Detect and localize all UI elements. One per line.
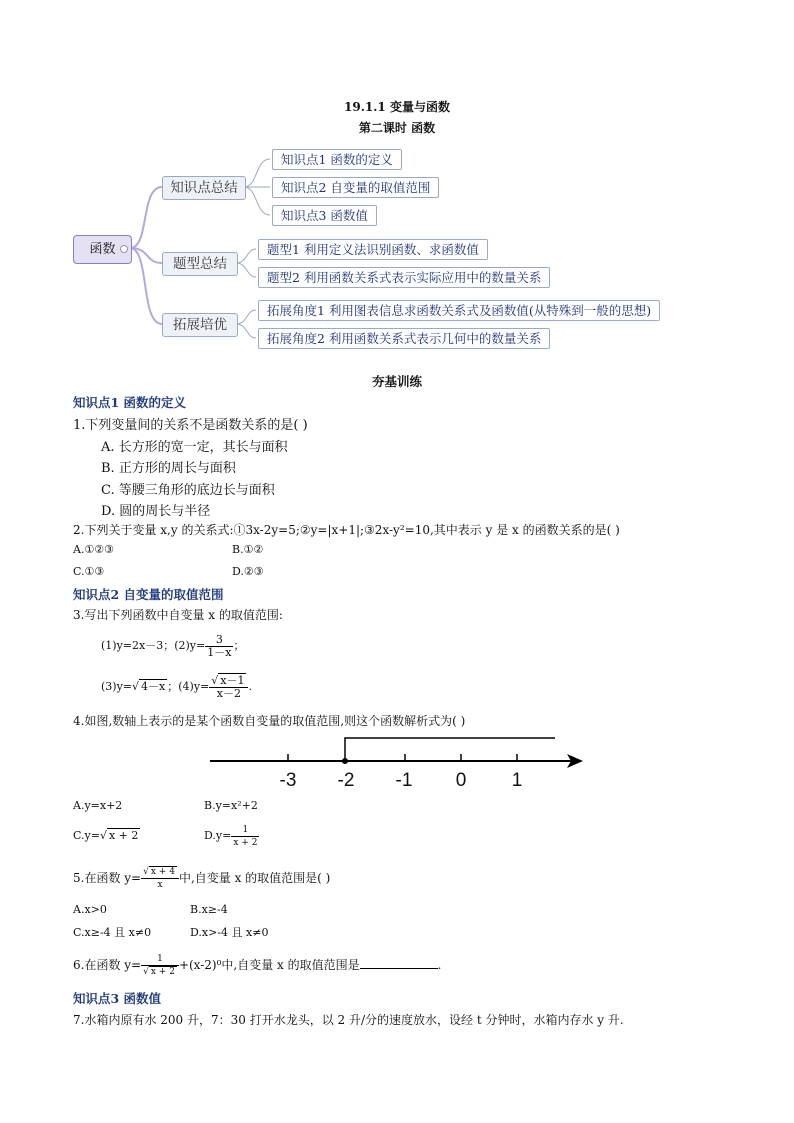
knowledge-heading-3: 知识点3 函数值 <box>73 991 162 1006</box>
q4-c-sqrt: x + 2 <box>108 829 139 842</box>
q5-post: 中,自变量 x 的取值范围是( ) <box>178 871 331 885</box>
mindmap-root: 函数 <box>73 235 132 264</box>
q4-option-d <box>204 822 259 850</box>
q3-line1-end: ； <box>233 639 245 652</box>
q6-pre: 6.在函数 y= <box>73 958 142 972</box>
q4-d-fraction <box>231 824 259 849</box>
q6-post: +(x-2)⁰中,自变量 x 的取值范围是 <box>178 958 360 972</box>
mindmap-leaf: 知识点2 自变量的取值范围 <box>272 177 439 198</box>
tick-label: 1 <box>511 770 523 791</box>
q5-num-sqrt: x + 4 <box>150 867 175 877</box>
mindmap-leaf: 知识点1 函数的定义 <box>272 149 402 170</box>
mindmap-leaf: 拓展角度2 利用函数关系式表示几何中的数量关系 <box>258 328 550 349</box>
mindmap-leaf: 拓展角度1 利用图表信息求函数关系式及函数值(从特殊到一般的思想) <box>258 300 660 321</box>
q2-option-a: A.①②③ <box>73 543 115 556</box>
q3-line2-end: . <box>248 680 252 693</box>
tick-label: -3 <box>279 770 297 791</box>
q5-num: √ x + 4 <box>141 866 179 879</box>
q5-option-d: D.x>-4 且 x≠0 <box>190 926 269 939</box>
q4-option-b: B.y=x²+2 <box>204 799 258 812</box>
collapse-dot-icon <box>120 245 128 253</box>
q4-option-a: A.y=x+2 <box>73 799 123 812</box>
q2-option-c: C.①③ <box>73 565 105 578</box>
q1-option-c: C. 等腰三角形的底边长与面积 <box>101 483 275 498</box>
knowledge-heading-1: 知识点1 函数的定义 <box>73 395 187 410</box>
mindmap-category-extension: 拓展培优 <box>162 313 238 337</box>
q1-option-d: D. 圆的周长与半径 <box>101 504 211 519</box>
q3-frac2-sqrt: x－1 <box>220 673 245 687</box>
q4-option-c <box>73 826 140 846</box>
q3-line-2 <box>101 670 252 704</box>
q6-den-sqrt: x + 2 <box>150 967 175 977</box>
q3-sqrt: 4－x <box>141 680 166 693</box>
q4-d-den: x + 2 <box>233 837 258 848</box>
q5-option-c: C.x≥-4 且 x≠0 <box>73 926 152 939</box>
q3-fraction-1 <box>205 634 233 659</box>
question-5 <box>73 864 330 892</box>
q5-fraction <box>141 866 179 891</box>
question-6 <box>73 951 441 979</box>
mindmap-category-knowledge: 知识点总结 <box>162 176 246 200</box>
knowledge-heading-2: 知识点2 自变量的取值范围 <box>73 587 224 602</box>
mindmap-leaf: 知识点3 函数值 <box>272 205 377 226</box>
question-4: 4.如图,数轴上表示的是某个函数自变量的取值范围,则这个函数解析式为( ) <box>73 714 466 728</box>
section-title: 夯基训练 <box>371 374 422 389</box>
q5-pre: 5.在函数 y= <box>73 871 142 885</box>
tick-label: -2 <box>337 770 355 791</box>
q3-frac1-den: 1－x <box>207 645 232 659</box>
q6-num: 1 <box>141 953 179 966</box>
sqrt-icon: √ <box>132 680 140 693</box>
q5-den: x <box>157 880 163 890</box>
q5-option-a: A.x>0 <box>73 903 107 916</box>
q3-line1-text: (1)y=2x－3；(2)y= <box>101 639 206 652</box>
tick-label: 0 <box>455 770 467 791</box>
number-line-figure <box>205 730 590 792</box>
q1-option-b: B. 正方形的周长与面积 <box>101 461 236 476</box>
question-2: 2.下列关于变量 x,y 的关系式:①3x-2y=5;②y=|x+1|;③2x-y²=10,其中表示 y 是 x 的函数关系的是( ) <box>73 523 620 537</box>
tick-label: -1 <box>395 770 413 791</box>
sqrt-icon: √ <box>99 829 107 842</box>
q6-fraction <box>141 953 179 978</box>
question-1: 1.下列变量间的关系不是函数关系的是( ) <box>73 418 308 433</box>
q3-frac2-num: √ x－1 <box>209 675 248 688</box>
q3-frac1-num: 3 <box>205 634 233 647</box>
q5-option-b: B.x≥-4 <box>190 903 228 916</box>
q4-d-num: 1 <box>231 824 259 837</box>
answer-blank[interactable] <box>360 958 438 969</box>
mindmap-category-types: 题型总结 <box>162 252 238 276</box>
page-subtitle: 第二课时 函数 <box>358 121 436 135</box>
mindmap-leaf: 题型2 利用函数关系式表示实际应用中的数量关系 <box>258 267 550 288</box>
q4-d-pre: D.y= <box>204 829 232 842</box>
q4-c-pre: C.y= <box>73 829 100 842</box>
q2-option-d: D.②③ <box>232 565 264 578</box>
q6-den: √ x + 2 <box>143 967 175 977</box>
q3-line2-text-a: (3)y= <box>101 680 133 693</box>
mindmap-leaf: 题型1 利用定义法识别函数、求函数值 <box>258 239 488 260</box>
q3-line-1 <box>101 629 244 663</box>
q6-end: . <box>437 958 442 972</box>
q3-fraction-2 <box>209 675 248 700</box>
page-title: 19.1.1 变量与函数 <box>344 100 450 114</box>
question-3: 3.写出下列函数中自变量 x 的取值范围: <box>73 608 283 622</box>
question-7: 7.水箱内原有水 200 升，7：30 打开水龙头，以 2 升/分的速度放水，设经 t 分钟时，水箱内存水 y 升. <box>73 1013 624 1027</box>
q3-line2-text-b: ；(4)y= <box>167 680 210 693</box>
q2-option-b: B.①② <box>232 543 264 556</box>
q3-frac2-den: x－2 <box>216 686 241 700</box>
q1-option-a: A. 长方形的宽一定，其长与面积 <box>101 440 288 455</box>
